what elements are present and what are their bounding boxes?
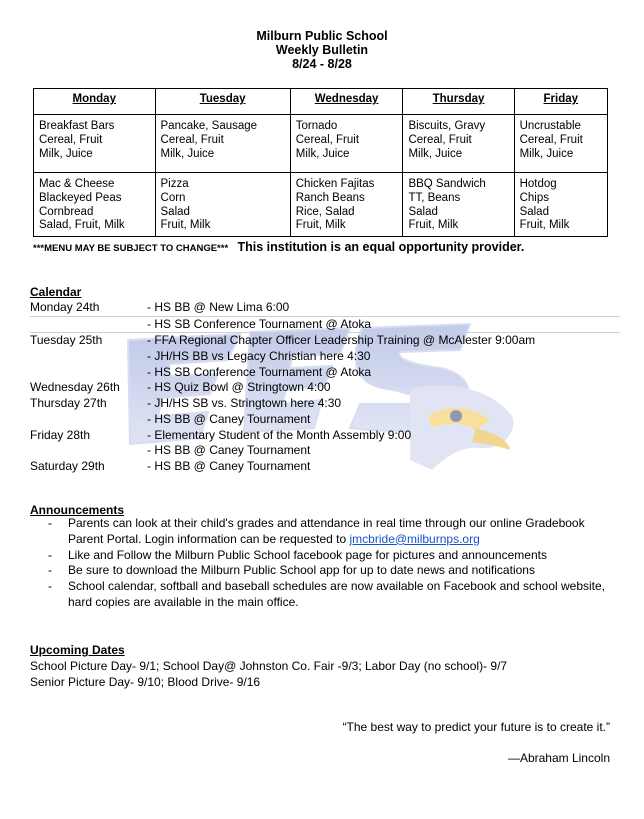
menu-item: Rice, Salad xyxy=(295,205,355,218)
announcements-title: Announcements xyxy=(30,503,125,517)
announcement-text: Parents can look at their child's grades and attendance in real time through our online Gradebook Parent Portal. Login information can be requested to xyxy=(68,516,585,546)
menu-item: Pizza xyxy=(160,178,189,190)
menu-item: Chicken Fajitas xyxy=(295,178,375,190)
announcement-text: Be sure to download the Milburn Public School app for up to date news and notifications xyxy=(68,563,535,578)
calendar-title: Calendar xyxy=(30,285,82,299)
breakfast-cell xyxy=(34,115,156,173)
list-dash: - xyxy=(48,547,52,562)
menu-table xyxy=(33,88,608,237)
calendar-row xyxy=(30,396,620,412)
calendar-row xyxy=(30,300,620,317)
menu-item: Milk, Juice xyxy=(519,147,574,160)
day-header-wednesday: Wednesday xyxy=(290,89,403,115)
menu-item: Blackeyed Peas xyxy=(39,191,122,204)
menu-item: Cereal, Fruit xyxy=(160,133,224,146)
menu-item: Cereal, Fruit xyxy=(519,133,583,146)
calendar-event: - HS BB @ Caney Tournament xyxy=(147,458,311,473)
menu-item: TT, Beans xyxy=(408,191,461,204)
announcement-item xyxy=(30,548,620,564)
calendar-event: - JH/HS SB vs. Stringtown here 4:30 xyxy=(147,396,342,411)
upcoming-line: School Picture Day- 9/1; School Day@ Johnston Co. Fair -9/3; Labor Day (no school)- 9/7 xyxy=(30,659,508,673)
calendar-row xyxy=(30,349,620,365)
announcement-text: School calendar, softball and baseball schedules are now available on Facebook and school website, hard copies are available in the main office. xyxy=(68,579,606,609)
calendar-event: - HS BB @ Caney Tournament xyxy=(147,411,311,426)
calendar-event: - HS BB @ New Lima 6:00 xyxy=(147,300,290,314)
breakfast-cell xyxy=(155,115,290,173)
announcements-list xyxy=(30,516,620,611)
bulletin-header xyxy=(0,29,644,71)
menu-item: Biscuits, Gravy xyxy=(408,120,486,132)
lunch-cell xyxy=(155,173,290,237)
list-dash: - xyxy=(48,563,52,578)
breakfast-cell xyxy=(403,115,514,173)
day-header-monday: Monday xyxy=(34,89,156,115)
menu-item: Milk, Juice xyxy=(39,147,93,160)
calendar-row xyxy=(30,333,620,349)
calendar-day: Wednesday 26th xyxy=(30,380,120,395)
list-dash: - xyxy=(48,579,52,594)
email-link[interactable]: jmcbride@milburnps.org xyxy=(349,531,480,546)
menu-item: Uncrustable xyxy=(519,120,581,132)
calendar-event: - Elementary Student of the Month Assembly 9:00 xyxy=(147,427,412,442)
calendar-event: - HS SB Conference Tournament @ Atoka xyxy=(147,364,372,379)
calendar-row xyxy=(30,412,620,428)
calendar-event: - HS Quiz Bowl @ Stringtown 4:00 xyxy=(147,380,331,395)
lunch-row xyxy=(34,173,608,237)
bulletin-dates: 8/24 - 8/28 xyxy=(292,57,352,71)
menu-item: Salad xyxy=(408,205,438,218)
calendar-day: Thursday 27th xyxy=(30,396,107,411)
upcoming-line: Senior Picture Day- 9/10; Blood Drive- 9/16 xyxy=(30,675,261,689)
menu-item: Milk, Juice xyxy=(408,147,463,160)
calendar-row xyxy=(30,428,620,444)
menu-item: Salad xyxy=(160,205,190,218)
menu-disclaimer xyxy=(33,240,524,254)
lunch-cell xyxy=(290,173,403,237)
lunch-cell xyxy=(403,173,514,237)
menu-item: Fruit, Milk xyxy=(160,219,211,232)
announcement-item xyxy=(30,516,620,548)
bulletin-title: Weekly Bulletin xyxy=(275,43,369,57)
menu-item: Cornbread xyxy=(39,205,94,218)
menu-item: Fruit, Milk xyxy=(408,219,459,232)
announcement-text: Like and Follow the Milburn Public School facebook page for pictures and announcements xyxy=(68,547,547,562)
menu-item: Breakfast Bars xyxy=(39,120,115,132)
upcoming-dates-list xyxy=(30,658,507,690)
menu-item: Mac & Cheese xyxy=(39,178,115,190)
menu-item: Corn xyxy=(160,191,186,204)
menu-item: Cereal, Fruit xyxy=(295,133,360,146)
menu-item: Milk, Juice xyxy=(160,147,215,160)
menu-item: Tornado xyxy=(295,120,338,132)
calendar-event: - JH/HS BB vs Legacy Christian here 4:30 xyxy=(147,349,371,364)
calendar-event: - HS BB @ Caney Tournament xyxy=(147,443,311,458)
upcoming-dates-title: Upcoming Dates xyxy=(30,643,125,657)
menu-item: Chips xyxy=(519,191,549,204)
calendar-row xyxy=(30,443,620,459)
breakfast-row xyxy=(34,115,608,173)
menu-header-row xyxy=(34,89,608,115)
equal-opportunity-statement: This institution is an equal opportunity provider. xyxy=(237,240,525,254)
calendar-event: - HS SB Conference Tournament @ Atoka xyxy=(147,316,372,331)
menu-item: Milk, Juice xyxy=(295,147,350,160)
calendar-row xyxy=(30,380,620,396)
school-name: Milburn Public School xyxy=(256,29,388,43)
calendar-row xyxy=(30,459,620,475)
list-dash: - xyxy=(48,516,52,530)
menu-item: Cereal, Fruit xyxy=(39,133,103,146)
menu-change-notice: ***MENU MAY BE SUBJECT TO CHANGE*** xyxy=(33,243,229,254)
menu-item: Fruit, Milk xyxy=(519,219,570,232)
calendar-day: Tuesday 25th xyxy=(30,333,103,348)
day-header-thursday: Thursday xyxy=(403,89,514,115)
menu-item: Fruit, Milk xyxy=(295,219,346,232)
quote-author: —Abraham Lincoln xyxy=(507,751,610,765)
breakfast-cell xyxy=(290,115,403,173)
calendar-row xyxy=(30,365,620,381)
calendar-day: Friday 28th xyxy=(30,427,91,442)
menu-item: Hotdog xyxy=(519,178,557,190)
menu-item: Cereal, Fruit xyxy=(408,133,472,146)
calendar-list xyxy=(30,300,620,475)
day-header-tuesday: Tuesday xyxy=(155,89,290,115)
lunch-cell xyxy=(34,173,156,237)
menu-item: Pancake, Sausage xyxy=(160,120,258,132)
calendar-day: Monday 24th xyxy=(30,300,100,314)
day-header-friday: Friday xyxy=(514,89,607,115)
lunch-cell xyxy=(514,173,607,237)
calendar-event: - FFA Regional Chapter Officer Leadership Training @ McAlester 9:00am xyxy=(147,333,536,348)
menu-item: Salad xyxy=(519,205,549,218)
breakfast-cell xyxy=(514,115,607,173)
menu-item: Salad, Fruit, Milk xyxy=(39,219,125,232)
calendar-row xyxy=(30,317,620,334)
calendar-day: Saturday 29th xyxy=(30,458,105,473)
menu-item: BBQ Sandwich xyxy=(408,178,486,190)
menu-item: Ranch Beans xyxy=(295,191,365,204)
announcement-item xyxy=(30,579,620,611)
quote-text: “The best way to predict your future is to create it.” xyxy=(342,720,610,734)
announcement-item xyxy=(30,563,620,579)
